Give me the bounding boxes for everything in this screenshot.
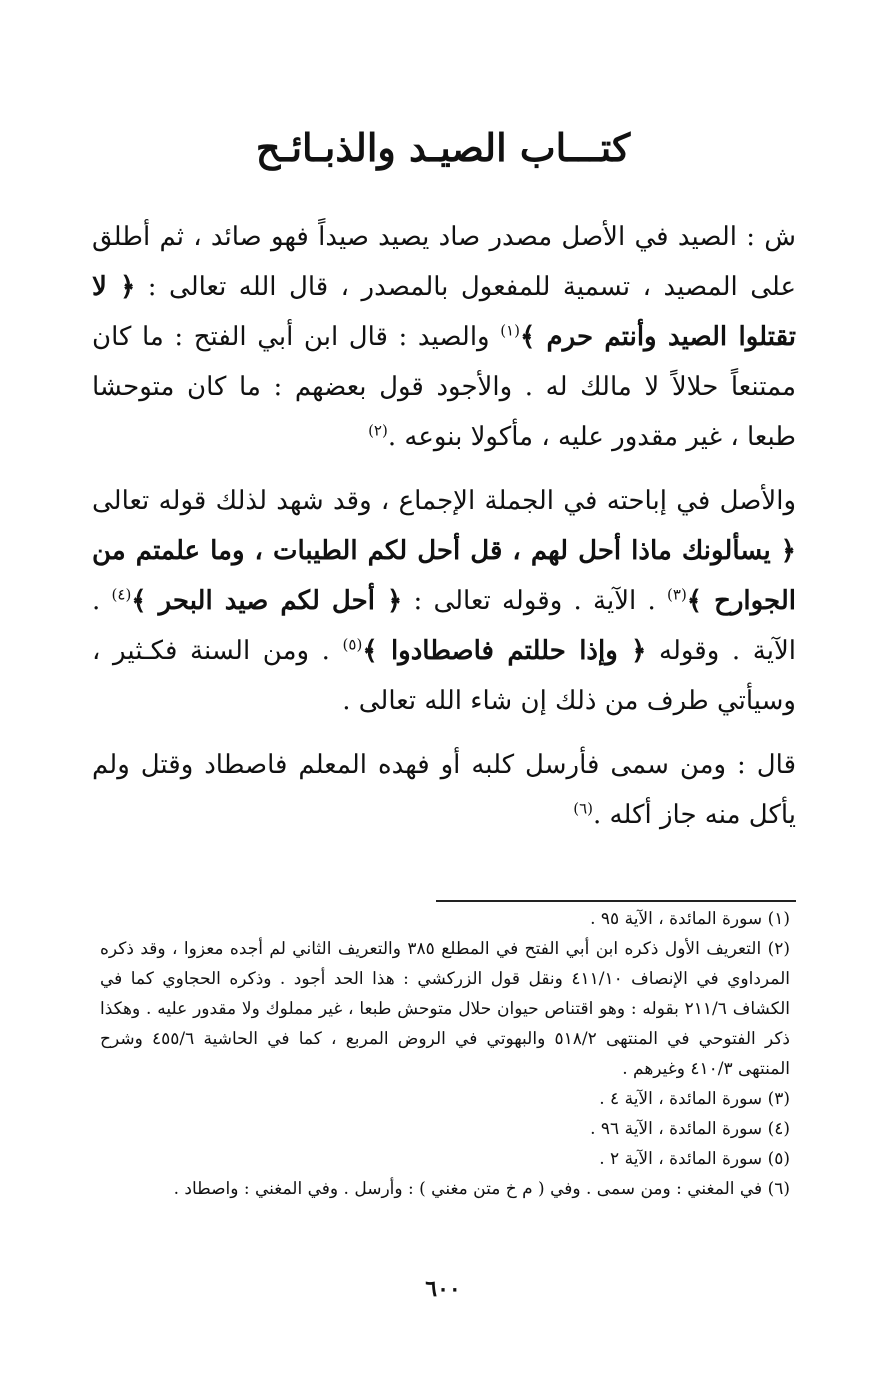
quran-verse-1: ﴿ لا تقتلوا الصيد وأنتم حرم ﴾ — [92, 272, 796, 352]
quran-verse-4: ﴿ وإذا حللتم فاصطادوا ﴾ — [362, 636, 647, 666]
footnote-3: (٣) سورة المائدة ، الآية ٤ . — [599, 1089, 790, 1109]
paragraph-2-text-b: . الآية . وقوله تعالى : — [402, 586, 668, 616]
quran-verse-3: ﴿ أحل لكم صيد البحر ﴾ — [131, 586, 403, 616]
footnote-1: (١) سورة المائدة ، الآية ٩٥ . — [590, 909, 790, 929]
footnote-4: (٤) سورة المائدة ، الآية ٩٦ . — [590, 1119, 790, 1139]
chapter-title: كتـــاب الصيـد والذبـائـح — [255, 125, 631, 171]
quran-verse-2: ﴿ يسألونك ماذا أحل لهم ، قل أحل لكم الطيبات ، وما علمتم من الجوارح ﴾ — [92, 536, 796, 616]
paragraph-1-text-b: والصيد : قال ابن أبي الفتح : ما كان ممتنعاً حلالاً لا مالك له . والأجود قول بعضهم : ما كان متوحشا طبعا ، غير مقدور عليه ، مأكولا بنوعه . — [92, 322, 796, 452]
paragraph-3-text: قال : ومن سمى فأرسل كلبه أو فهده المعلم فاصطاد وقتل ولم يأكل منه جاز أكله . — [92, 750, 796, 830]
footnote-ref-6: (٦) — [573, 799, 594, 818]
paragraph-2 — [92, 476, 796, 726]
footnote-ref-1: (١) — [500, 321, 520, 340]
footnote-5: (٥) سورة المائدة ، الآية ٢ . — [599, 1149, 790, 1169]
main-text — [92, 212, 796, 854]
footnote-ref-2: (٢) — [368, 421, 388, 440]
paragraph-1 — [92, 212, 796, 462]
paragraph-2-text-a: والأصل في إباحته في الجملة الإجماع ، وقد شهد لذلك قوله تعالى — [92, 486, 796, 516]
footnote-6: (٦) في المغني : ومن سمى . وفي ( م خ متن مغني ) : وأرسل . وفي المغني : واصطاد . — [173, 1179, 790, 1199]
paragraph-2-text-d: . ومن السنة فكـثير ، وسيأتي طرف من ذلك إن شاء الله تعالى . — [92, 636, 796, 716]
footnote-ref-5: (٥) — [342, 635, 363, 654]
paragraph-2-text-c: . الآية . وقوله — [92, 586, 796, 666]
footnote-ref-4: (٤) — [111, 585, 132, 604]
footnotes — [100, 904, 790, 1204]
footnote-2: (٢) التعريف الأول ذكره ابن أبي الفتح في المطلع ٣٨٥ والتعريف الثاني لم أجده معزوا ، وقد ذكره المرداوي في الإنصاف ٤١١/١٠ ونقل قول الزركشي : هذا الحد أجود . وذكره الحجاوي كما في الكشاف ٢١١/٦ بقوله : وهو اقتناص حيوان حلال متوحش طبعا ، غير مملوك ولا مقدور عليه . وهكذا ذكر الفتوحي في المنتهى ٥١٨/٢ والبهوتي في الروض المربع ، كما في الحاشية ٤٥٥/٦ وشرح المنتهى ٤١٠/٣ وغيرهم . — [100, 939, 791, 1079]
paragraph-3 — [92, 740, 796, 840]
footnote-divider — [436, 900, 796, 902]
page-number: ٦٠٠ — [425, 1276, 461, 1302]
paragraph-1-text-a: ش : الصيد في الأصل مصدر صاد يصيد صيداً فهو صائد ، ثم أطلق على المصيد ، تسمية للمفعول بالمصدر ، قال الله تعالى : — [92, 222, 796, 302]
footnote-ref-3: (٣) — [667, 585, 687, 604]
